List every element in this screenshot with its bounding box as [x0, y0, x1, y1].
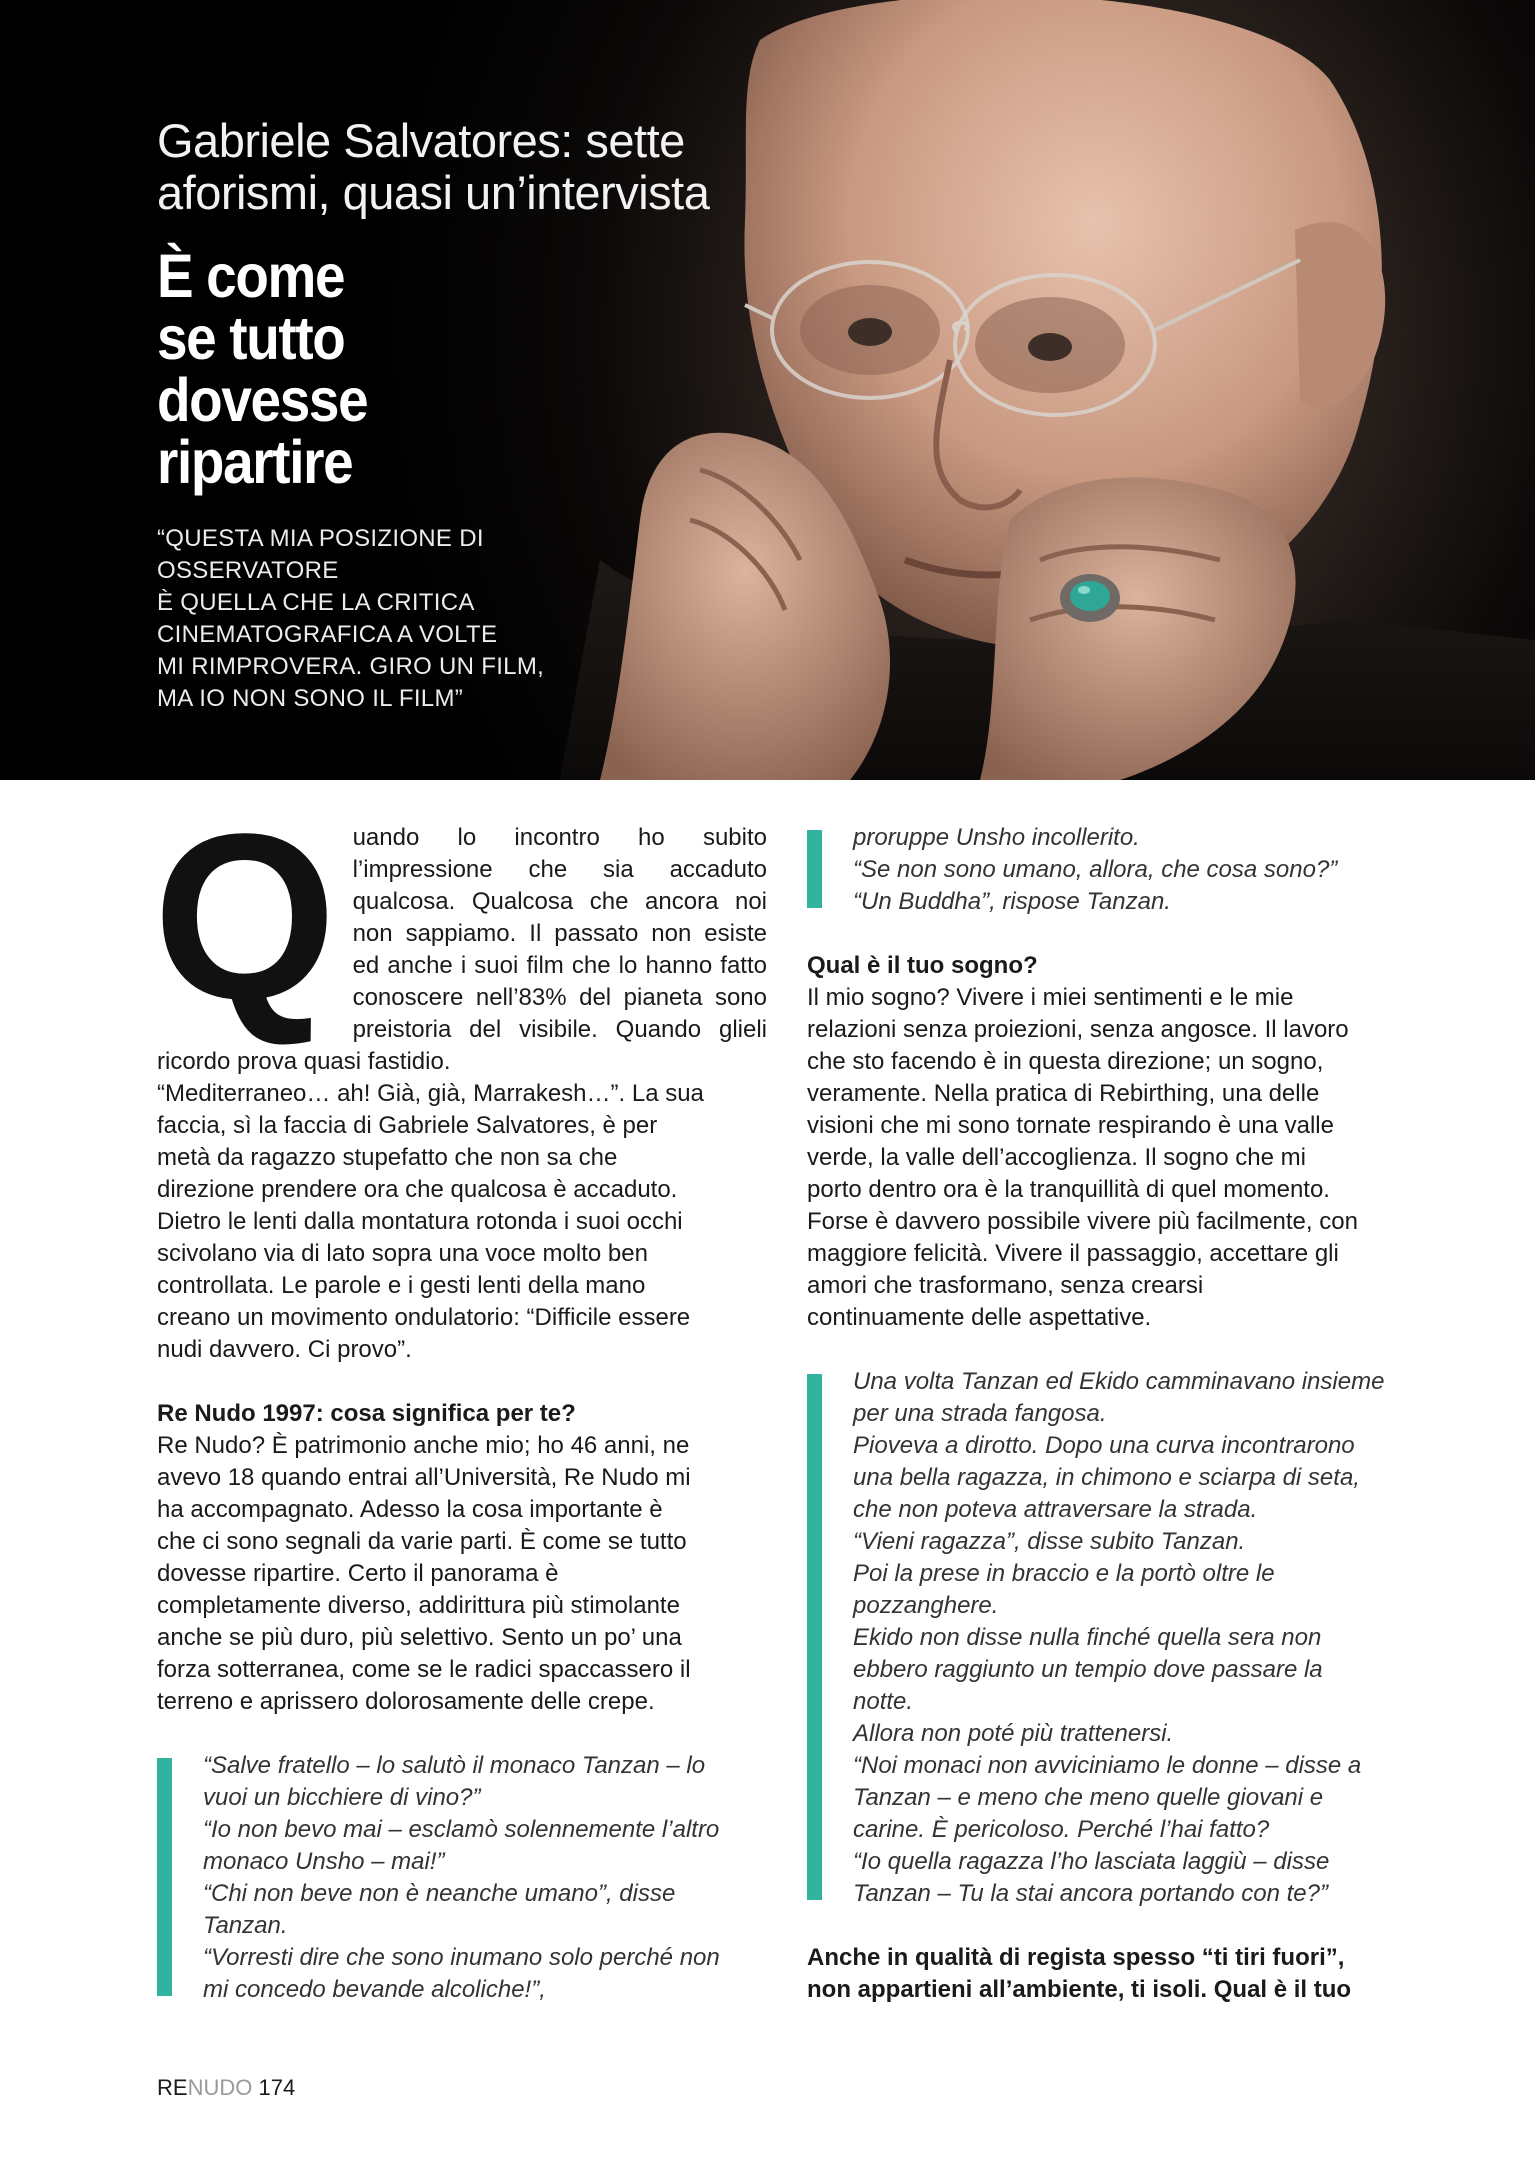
quote-line: carine. È pericoloso. Perché l’hai fatto?	[853, 1816, 1270, 1843]
quote-line: Allora non poté più trattenersi.	[853, 1720, 1174, 1747]
answer-line: relazioni senza proiezioni, senza angosce. Il lavoro	[807, 1016, 1349, 1043]
quote-line: vuoi un bicchiere di vino?”	[203, 1784, 481, 1811]
question-line: Anche in qualità di regista spesso “ti tiri fuori”,	[807, 1944, 1345, 1971]
brand-nudo: NUDO	[187, 2075, 253, 2100]
answer-line: anche se più duro, più selettivo. Sento un po’ una	[157, 1624, 682, 1651]
pull-quote-line: CINEMATOGRAFICA A VOLTE	[157, 621, 498, 648]
answer-line: Re Nudo? È patrimonio anche mio; ho 46 anni, ne	[157, 1432, 690, 1459]
headline-line: dovesse	[157, 366, 368, 434]
headline-line: se tutto	[157, 304, 345, 372]
quote-line: Una volta Tanzan ed Ekido camminavano insieme	[853, 1368, 1385, 1395]
body-line: scivolano via di lato sopra una voce molto ben	[157, 1240, 648, 1267]
quote-line: “Salve fratello – lo salutò il monaco Tanzan – lo	[203, 1752, 706, 1779]
quote-line: “Vieni ragazza”, disse subito Tanzan.	[853, 1528, 1246, 1555]
quote-line: Tanzan – e meno che meno quelle giovani e	[853, 1784, 1324, 1811]
article-kicker: Gabriele Salvatores: sette aforismi, quasi un’intervista	[157, 114, 710, 219]
quote-line: Pioveva a dirotto. Dopo una curva incontrarono	[853, 1432, 1355, 1459]
answer-line: verde, la valle dell’accoglienza. Il sogno che mi	[807, 1144, 1306, 1171]
body-line: creano un movimento ondulatorio: “Difficile essere	[157, 1304, 691, 1331]
pull-quote-line: “QUESTA MIA POSIZIONE DI	[157, 525, 484, 552]
answer-line: che ci sono segnali da varie parti. È come se tutto	[157, 1528, 687, 1555]
zen-quote-continuation	[807, 822, 1417, 918]
question-line: non appartieni all’ambiente, ti isoli. Qual è il tuo	[807, 1976, 1352, 2003]
answer-line: completamente diverso, addirittura più stimolante	[157, 1592, 680, 1619]
body-line: faccia, sì la faccia di Gabriele Salvatores, è per	[157, 1112, 658, 1139]
left-column	[153, 785, 767, 2006]
intro-text: uando lo incontro ho subito l’impressione che sia accaduto qualcosa. Qualcosa che ancora noi non sappiamo. Il passato non esiste ed anche i suoi film che lo hanno fatto conoscere nell’83% del pianeta sono preistoria del visibile. Quando glieli ricordo prova quasi fastidio.	[157, 824, 767, 1075]
pull-quote-line: OSSERVATORE	[157, 557, 339, 584]
body-line: Dietro le lenti dalla montatura rotonda i suoi occhi	[157, 1208, 683, 1235]
pull-quote-line: MA IO NON SONO IL FILM”	[157, 685, 464, 712]
quote-line: Poi la prese in braccio e la portò oltre le	[853, 1560, 1275, 1587]
answer-line: porto dentro ora è la tranquillità di quel momento.	[807, 1176, 1330, 1203]
quote-line: “Noi monaci non avviciniamo le donne – disse a	[853, 1752, 1362, 1779]
brand-re: RE	[157, 2075, 188, 2100]
headline-line: ripartire	[157, 428, 353, 496]
zen-quote-block	[807, 1366, 1417, 1910]
quote-line: monaco Unsho – mai!”	[203, 1848, 445, 1875]
quote-line: mi concedo bevande alcoliche!”,	[203, 1976, 546, 2003]
interview-question: Re Nudo 1997: cosa significa per te?	[157, 1400, 576, 1427]
zen-quote-block	[157, 1750, 767, 2006]
quote-line: “Vorresti dire che sono inumano solo perché non	[203, 1944, 720, 1971]
answer-line: avevo 18 quando entrai all’Università, Re Nudo mi	[157, 1464, 691, 1491]
answer-line: ha accompagnato. Adesso la cosa importante è	[157, 1496, 663, 1523]
answer-line: dovesse ripartire. Certo il panorama è	[157, 1560, 559, 1587]
article-headline	[157, 242, 535, 496]
quote-line: “Chi non beve non è neanche umano”, disse	[203, 1880, 676, 1907]
interview-answer	[157, 1430, 767, 1718]
body-paragraph	[157, 1078, 767, 1366]
quote-line: “Un Buddha”, rispose Tanzan.	[853, 888, 1171, 915]
quote-line: una bella ragazza, in chimono e sciarpa di seta,	[853, 1464, 1360, 1491]
quote-line: Tanzan – Tu la stai ancora portando con te?”	[853, 1880, 1328, 1907]
answer-line: forza sotterranea, come se le radici spaccassero il	[157, 1656, 691, 1683]
right-column	[807, 822, 1417, 2006]
pull-quote-line: È QUELLA CHE LA CRITICA	[157, 589, 475, 616]
answer-line: Il mio sogno? Vivere i miei sentimenti e le mie	[807, 984, 1294, 1011]
answer-line: Forse è davvero possibile vivere più facilmente, con	[807, 1208, 1358, 1235]
interview-answer	[807, 982, 1417, 1334]
interview-question: Qual è il tuo sogno?	[807, 952, 1038, 979]
page-footer	[157, 2075, 295, 2101]
quote-accent-bar	[157, 1758, 172, 1996]
quote-line: che non poteva attraversare la strada.	[853, 1496, 1258, 1523]
body-line: “Mediterraneo… ah! Già, già, Marrakesh…”. La sua	[157, 1080, 704, 1107]
quote-line: “Io non bevo mai – esclamò solennemente l’altro	[203, 1816, 720, 1843]
quote-line: ebbero raggiunto un tempio dove passare la	[853, 1656, 1323, 1683]
intro-paragraph	[153, 785, 767, 1078]
hero-photo-banner	[0, 0, 1535, 780]
answer-line: terreno e aprissero dolorosamente delle crepe.	[157, 1688, 655, 1715]
drop-cap: Q	[153, 785, 337, 1049]
body-line: direzione prendere ora che qualcosa è accaduto.	[157, 1176, 678, 1203]
answer-line: che sto facendo è in questa direzione; un sogno,	[807, 1048, 1324, 1075]
quote-accent-bar	[807, 830, 822, 908]
headline-line: È come	[157, 242, 345, 310]
answer-line: maggiore felicità. Vivere il passaggio, accettare gli	[807, 1240, 1339, 1267]
quote-line: Ekido non disse nulla finché quella sera non	[853, 1624, 1322, 1651]
answer-line: continuamente delle aspettative.	[807, 1304, 1152, 1331]
quote-line: per una strada fangosa.	[853, 1400, 1107, 1427]
answer-line: veramente. Nella pratica di Rebirthing, una delle	[807, 1080, 1320, 1107]
quote-line: Tanzan.	[203, 1912, 288, 1939]
pull-quote-line: MI RIMPROVERA. GIRO UN FILM,	[157, 653, 545, 680]
quote-line: “Se non sono umano, allora, che cosa sono?”	[853, 856, 1338, 883]
quote-line: “Io quella ragazza l’ho lasciata laggiù – disse	[853, 1848, 1330, 1875]
pull-quote	[157, 523, 587, 715]
closing-question	[807, 1942, 1417, 2006]
quote-line: notte.	[853, 1688, 914, 1715]
answer-line: amori che trasformano, senza crearsi	[807, 1272, 1204, 1299]
body-line: nudi davvero. Ci provo”.	[157, 1336, 412, 1363]
page-number: 174	[258, 2075, 296, 2100]
quote-accent-bar	[807, 1374, 822, 1900]
body-line: metà da ragazzo stupefatto che non sa che	[157, 1144, 618, 1171]
answer-line: visioni che mi sono tornate respirando è una valle	[807, 1112, 1334, 1139]
body-line: controllata. Le parole e i gesti lenti della mano	[157, 1272, 646, 1299]
quote-line: proruppe Unsho incollerito.	[853, 824, 1140, 851]
quote-line: pozzanghere.	[853, 1592, 999, 1619]
